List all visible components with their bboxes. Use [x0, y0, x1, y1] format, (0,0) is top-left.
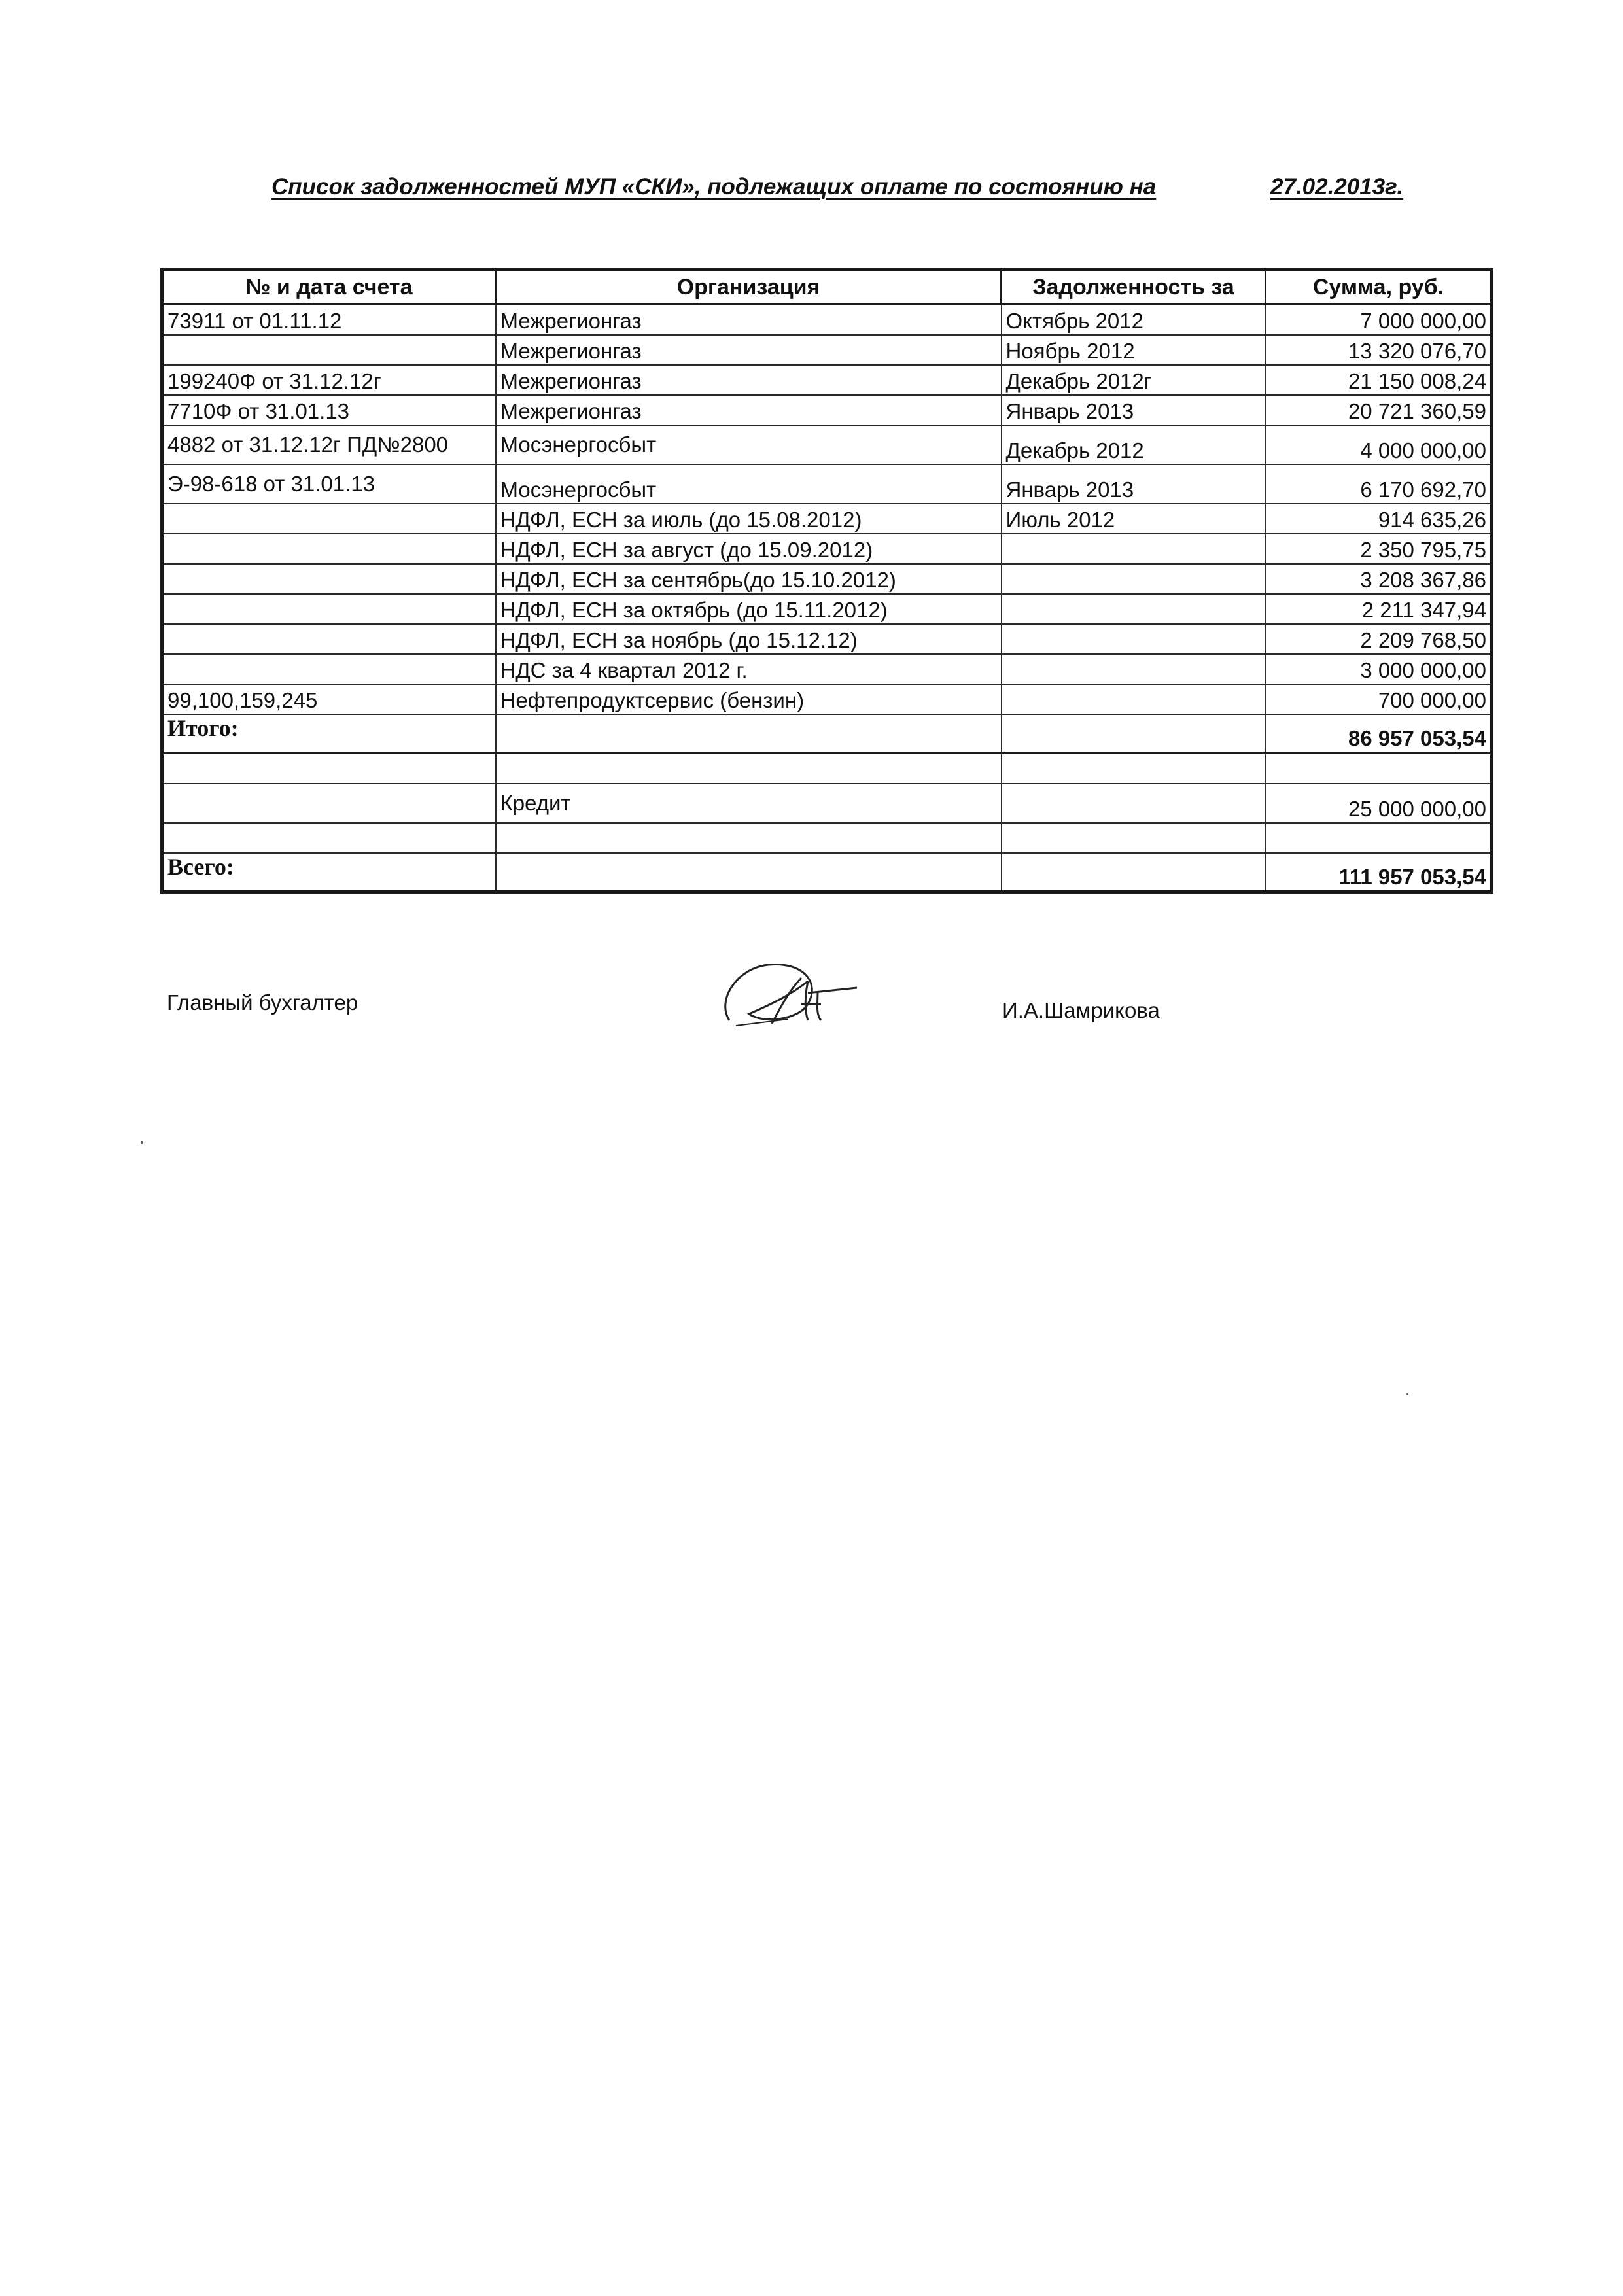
- cell-organization: Мосэнергосбыт: [496, 425, 1002, 464]
- header-sum: Сумма, руб.: [1266, 270, 1492, 305]
- signer-position: Главный бухгалтер: [167, 990, 358, 1015]
- cell-invoice: 199240Ф от 31.12.12г: [162, 365, 496, 395]
- empty-cell: [1002, 853, 1266, 892]
- cell-period: Декабрь 2012: [1002, 425, 1266, 464]
- empty-cell: [496, 823, 1002, 853]
- header-invoice: № и дата счета: [162, 270, 496, 305]
- cell-sum: 20 721 360,59: [1266, 395, 1492, 425]
- cell-period: Январь 2013: [1002, 464, 1266, 504]
- empty-cell: [496, 714, 1002, 753]
- empty-cell: [1266, 823, 1492, 853]
- cell-organization: Межрегионгаз: [496, 304, 1002, 335]
- table-row: [162, 395, 1492, 425]
- total-label: Итого:: [162, 714, 496, 753]
- cell-invoice: 73911 от 01.11.12: [162, 304, 496, 335]
- cell-sum: 6 170 692,70: [1266, 464, 1492, 504]
- cell-sum: 2 350 795,75: [1266, 534, 1492, 564]
- cell-period: [1002, 684, 1266, 714]
- cell-organization: Мосэнергосбыт: [496, 464, 1002, 504]
- empty-cell: [1002, 784, 1266, 823]
- table-row: [162, 564, 1492, 594]
- table-header-row: [162, 270, 1492, 305]
- cell-period: Ноябрь 2012: [1002, 335, 1266, 365]
- cell-organization: НДФЛ, ЕСН за сентябрь(до 15.10.2012): [496, 564, 1002, 594]
- cell-organization: НДФЛ, ЕСН за июль (до 15.08.2012): [496, 504, 1002, 534]
- empty-cell: [1002, 823, 1266, 853]
- cell-sum: 7 000 000,00: [1266, 304, 1492, 335]
- signer-name: И.А.Шамрикова: [1002, 998, 1160, 1022]
- cell-organization: Нефтепродуктсервис (бензин): [496, 684, 1002, 714]
- cell-sum: 4 000 000,00: [1266, 425, 1492, 464]
- cell-organization: Межрегионгаз: [496, 365, 1002, 395]
- credit-row: [162, 784, 1492, 823]
- cell-period: [1002, 654, 1266, 684]
- cell-sum: 3 000 000,00: [1266, 654, 1492, 684]
- scan-speck: [1406, 1393, 1408, 1395]
- cell-invoice: [162, 624, 496, 654]
- empty-cell: [1002, 714, 1266, 753]
- cell-period: [1002, 624, 1266, 654]
- total-sum: 86 957 053,54: [1266, 714, 1492, 753]
- cell-sum: 21 150 008,24: [1266, 365, 1492, 395]
- cell-sum: 13 320 076,70: [1266, 335, 1492, 365]
- cell-period: Декабрь 2012г: [1002, 365, 1266, 395]
- document-date: 27.02.2013г.: [1270, 174, 1404, 200]
- total-row: [162, 714, 1492, 753]
- cell-period: [1002, 594, 1266, 624]
- cell-period: [1002, 534, 1266, 564]
- cell-period: [1002, 564, 1266, 594]
- cell-period: Январь 2013: [1002, 395, 1266, 425]
- table-row: [162, 365, 1492, 395]
- cell-invoice: [162, 335, 496, 365]
- credit-label: Кредит: [496, 784, 1002, 823]
- table-row: [162, 624, 1492, 654]
- empty-cell: [1002, 753, 1266, 784]
- debts-table: [160, 268, 1493, 894]
- cell-organization: Межрегионгаз: [496, 335, 1002, 365]
- table-row: [162, 425, 1492, 464]
- cell-invoice: [162, 534, 496, 564]
- cell-sum: 3 208 367,86: [1266, 564, 1492, 594]
- table-row: [162, 464, 1492, 504]
- cell-sum: 2 211 347,94: [1266, 594, 1492, 624]
- table-row: [162, 654, 1492, 684]
- cell-period: Июль 2012: [1002, 504, 1266, 534]
- table-row: [162, 304, 1492, 335]
- cell-invoice: [162, 594, 496, 624]
- grand-total-label: Всего:: [162, 853, 496, 892]
- blank-row: [162, 823, 1492, 853]
- cell-invoice: [162, 654, 496, 684]
- grand-total-sum: 111 957 053,54: [1266, 853, 1492, 892]
- empty-cell: [1266, 753, 1492, 784]
- cell-sum: 2 209 768,50: [1266, 624, 1492, 654]
- empty-cell: [162, 784, 496, 823]
- cell-organization: НДФЛ, ЕСН за ноябрь (до 15.12.12): [496, 624, 1002, 654]
- document-title: Список задолженностей МУП «СКИ», подлежащих оплате по состоянию на: [271, 174, 1157, 200]
- cell-invoice: 99,100,159,245: [162, 684, 496, 714]
- cell-organization: НДС за 4 квартал 2012 г.: [496, 654, 1002, 684]
- cell-invoice: [162, 564, 496, 594]
- blank-row: [162, 753, 1492, 784]
- cell-invoice: Э-98-618 от 31.01.13: [162, 464, 496, 504]
- empty-cell: [162, 823, 496, 853]
- cell-organization: НДФЛ, ЕСН за август (до 15.09.2012): [496, 534, 1002, 564]
- header-organization: Организация: [496, 270, 1002, 305]
- cell-invoice: [162, 504, 496, 534]
- cell-sum: 914 635,26: [1266, 504, 1492, 534]
- table-row: [162, 594, 1492, 624]
- header-period: Задолженность за: [1002, 270, 1266, 305]
- cell-organization: Межрегионгаз: [496, 395, 1002, 425]
- empty-cell: [162, 753, 496, 784]
- cell-period: Октябрь 2012: [1002, 304, 1266, 335]
- cell-sum: 700 000,00: [1266, 684, 1492, 714]
- grand-total-row: [162, 853, 1492, 892]
- cell-invoice: 7710Ф от 31.01.13: [162, 395, 496, 425]
- credit-sum: 25 000 000,00: [1266, 784, 1492, 823]
- cell-invoice: 4882 от 31.12.12г ПД№2800: [162, 425, 496, 464]
- empty-cell: [496, 853, 1002, 892]
- signature-image: [710, 942, 860, 1040]
- table-row: [162, 335, 1492, 365]
- table-row: [162, 534, 1492, 564]
- scan-speck: [141, 1141, 143, 1144]
- table-row: [162, 684, 1492, 714]
- empty-cell: [496, 753, 1002, 784]
- cell-organization: НДФЛ, ЕСН за октябрь (до 15.11.2012): [496, 594, 1002, 624]
- table-row: [162, 504, 1492, 534]
